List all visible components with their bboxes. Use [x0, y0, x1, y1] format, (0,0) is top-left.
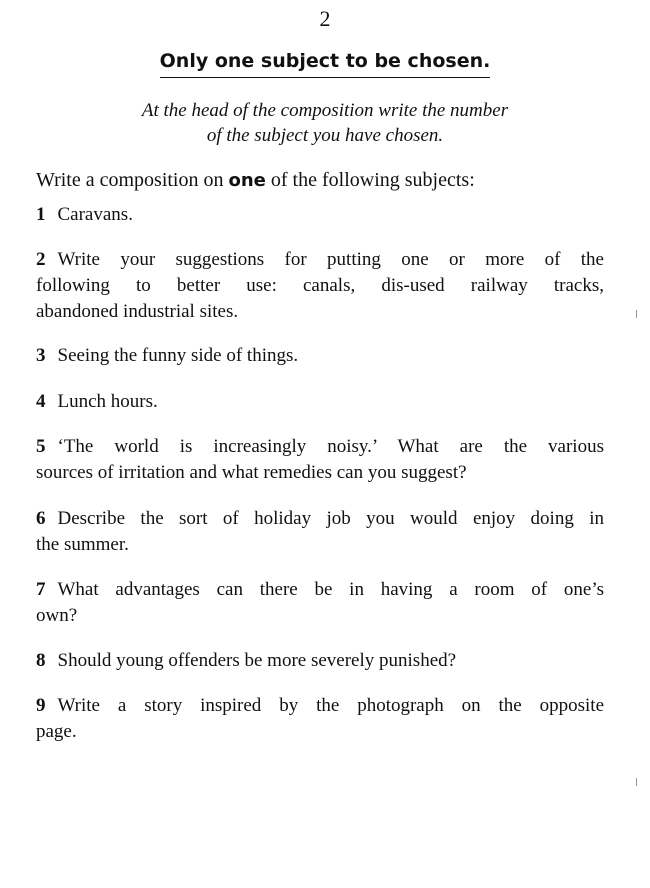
subject-text: Write a story inspired by the photograph on the opposite	[57, 695, 604, 716]
subject-number: 2	[36, 249, 46, 270]
intro-before: Write a composition on	[36, 169, 229, 191]
subject-item	[36, 247, 604, 325]
instruction-line-1: At the head of the composition write the number	[141, 100, 509, 121]
intro-emphasis: one	[228, 170, 266, 191]
subject-item	[36, 202, 604, 228]
subject-line	[36, 434, 604, 460]
subject-number: 5	[36, 436, 46, 457]
subject-number: 1	[36, 204, 46, 225]
intro-sentence	[36, 169, 616, 192]
subject-line: sources of irritation and what remedies can you suggest?	[36, 462, 467, 483]
subject-item	[36, 648, 604, 674]
subject-line: own?	[36, 605, 78, 626]
subject-number: 6	[36, 508, 46, 529]
subject-item	[36, 577, 604, 629]
subject-text: What advantages can there be in having a room of one’s	[57, 579, 604, 600]
subject-line	[36, 247, 604, 273]
subject-text: Seeing the funny side of things.	[57, 345, 299, 366]
subject-line: page.	[36, 721, 77, 742]
subject-line	[36, 343, 604, 369]
subject-line	[36, 648, 604, 674]
instruction-line-2: of the subject you have chosen.	[206, 125, 444, 146]
subject-text: Should young offenders be more severely punished?	[57, 650, 457, 671]
subject-item	[36, 389, 604, 415]
subject-item	[36, 434, 604, 486]
page-number: 2	[319, 6, 331, 31]
subject-line	[36, 202, 604, 228]
subject-number: 3	[36, 345, 46, 366]
instruction-note	[0, 98, 650, 148]
subject-line	[36, 577, 604, 603]
subject-text: Lunch hours.	[57, 391, 158, 412]
scan-speck	[636, 778, 637, 786]
subject-line: abandoned industrial sites.	[36, 301, 239, 322]
subject-item	[36, 343, 604, 369]
subject-line: following to better use: canals, dis-used railway tracks,	[36, 275, 604, 296]
subject-line	[36, 693, 604, 719]
subject-text: ‘The world is increasingly noisy.’ What are the various	[57, 436, 604, 457]
subject-item	[36, 693, 604, 745]
heading-text: Only one subject to be chosen.	[160, 50, 491, 78]
subject-number: 9	[36, 695, 46, 716]
subject-number: 8	[36, 650, 46, 671]
subject-number: 7	[36, 579, 46, 600]
subject-number: 4	[36, 391, 46, 412]
intro-after: of the following subjects:	[265, 169, 475, 191]
subject-line	[36, 389, 604, 415]
subject-text: Caravans.	[57, 204, 133, 225]
subject-text: Describe the sort of holiday job you would enjoy doing in	[57, 508, 604, 529]
section-heading	[0, 50, 650, 72]
scan-speck	[636, 310, 637, 318]
subject-text: Write your suggestions for putting one or more of the	[57, 249, 604, 270]
subject-item	[36, 506, 604, 558]
subject-line: the summer.	[36, 534, 129, 555]
subject-line	[36, 506, 604, 532]
